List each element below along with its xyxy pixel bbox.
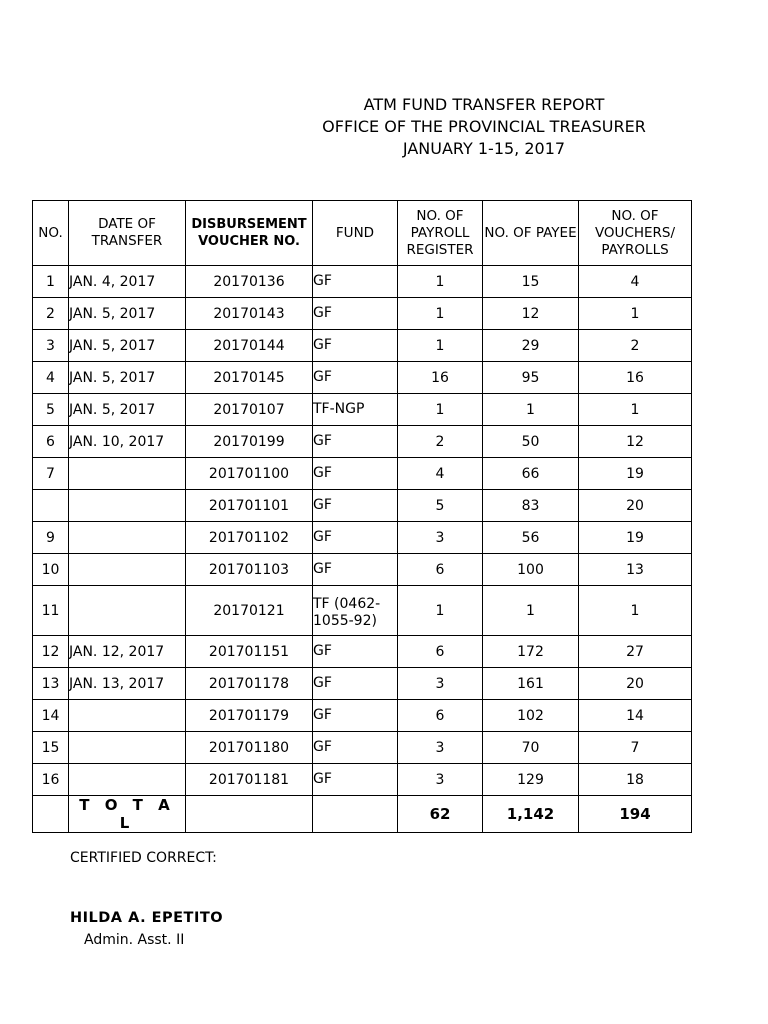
col-header-no: NO. — [33, 201, 69, 266]
cell-payroll: 6 — [398, 554, 483, 586]
cell-voucher: 201701100 — [186, 458, 313, 490]
cell-payee: 102 — [483, 700, 579, 732]
cell-date — [69, 732, 186, 764]
cell-vouchers: 4 — [579, 266, 692, 298]
cell-fund: GF — [313, 458, 398, 490]
col-header-payee: NO. OF PAYEE — [483, 201, 579, 266]
table-row — [33, 700, 692, 732]
cell-fund: GF — [313, 764, 398, 796]
cell-fund: GF — [313, 426, 398, 458]
cell-no: 12 — [33, 636, 69, 668]
total-no-cell — [33, 796, 69, 833]
table-row — [33, 764, 692, 796]
cell-payroll: 3 — [398, 522, 483, 554]
table-row — [33, 554, 692, 586]
cell-fund: GF — [313, 732, 398, 764]
cell-payee: 100 — [483, 554, 579, 586]
table-row — [33, 330, 692, 362]
cell-voucher: 201701181 — [186, 764, 313, 796]
cell-vouchers: 1 — [579, 586, 692, 636]
cell-fund: GF — [313, 554, 398, 586]
cell-payee: 50 — [483, 426, 579, 458]
cell-vouchers: 19 — [579, 458, 692, 490]
total-fund-cell — [313, 796, 398, 833]
total-voucher-cell — [186, 796, 313, 833]
cell-voucher: 20170121 — [186, 586, 313, 636]
cell-voucher: 20170136 — [186, 266, 313, 298]
table-row — [33, 362, 692, 394]
cell-voucher: 20170107 — [186, 394, 313, 426]
total-payee: 1,142 — [483, 796, 579, 833]
total-label: T O T A L — [69, 796, 186, 833]
cell-date — [69, 522, 186, 554]
cell-date — [69, 764, 186, 796]
cell-date: JAN. 4, 2017 — [69, 266, 186, 298]
table-row — [33, 458, 692, 490]
col-header-payroll: NO. OF PAYROLL REGISTER — [398, 201, 483, 266]
cell-date: JAN. 5, 2017 — [69, 362, 186, 394]
report-office: OFFICE OF THE PROVINCIAL TREASURER — [322, 117, 646, 136]
cell-date — [69, 490, 186, 522]
cell-voucher: 20170145 — [186, 362, 313, 394]
cell-fund: GF — [313, 700, 398, 732]
cell-payee: 1 — [483, 586, 579, 636]
cell-vouchers: 2 — [579, 330, 692, 362]
cell-date — [69, 586, 186, 636]
col-header-vouchers: NO. OF VOUCHERS/ PAYROLLS — [579, 201, 692, 266]
cell-vouchers: 1 — [579, 298, 692, 330]
cell-no: 7 — [33, 458, 69, 490]
cell-payroll: 1 — [398, 394, 483, 426]
cell-no: 6 — [33, 426, 69, 458]
table-row — [33, 426, 692, 458]
cell-date — [69, 458, 186, 490]
table-header-row — [33, 201, 692, 266]
cell-payee: 95 — [483, 362, 579, 394]
cell-no: 15 — [33, 732, 69, 764]
cell-date — [69, 700, 186, 732]
cell-fund: GF — [313, 330, 398, 362]
col-header-voucher: DISBURSEMENT VOUCHER NO. — [186, 201, 313, 266]
cell-payroll: 6 — [398, 636, 483, 668]
cell-payroll: 3 — [398, 732, 483, 764]
cell-no: 13 — [33, 668, 69, 700]
total-payroll: 62 — [398, 796, 483, 833]
cell-voucher: 20170144 — [186, 330, 313, 362]
table-row — [33, 394, 692, 426]
cell-payee: 29 — [483, 330, 579, 362]
table-row — [33, 732, 692, 764]
table-row — [33, 522, 692, 554]
table-body — [33, 266, 692, 796]
cell-payroll: 2 — [398, 426, 483, 458]
cell-date: JAN. 13, 2017 — [69, 668, 186, 700]
cell-fund: GF — [313, 636, 398, 668]
table-row — [33, 490, 692, 522]
cell-fund: GF — [313, 298, 398, 330]
cell-voucher: 201701101 — [186, 490, 313, 522]
fund-transfer-table — [32, 200, 692, 833]
table-row — [33, 668, 692, 700]
cell-fund: GF — [313, 522, 398, 554]
cell-voucher: 20170199 — [186, 426, 313, 458]
cell-no: 10 — [33, 554, 69, 586]
cell-no: 11 — [33, 586, 69, 636]
cell-vouchers: 7 — [579, 732, 692, 764]
cell-no — [33, 490, 69, 522]
table-row — [33, 298, 692, 330]
cell-vouchers: 18 — [579, 764, 692, 796]
cell-payroll: 3 — [398, 764, 483, 796]
cell-voucher: 201701103 — [186, 554, 313, 586]
cell-vouchers: 20 — [579, 490, 692, 522]
cell-date: JAN. 5, 2017 — [69, 394, 186, 426]
cell-vouchers: 19 — [579, 522, 692, 554]
cell-voucher: 201701180 — [186, 732, 313, 764]
cell-voucher: 201701179 — [186, 700, 313, 732]
cell-payroll: 1 — [398, 298, 483, 330]
cell-no: 2 — [33, 298, 69, 330]
table-row — [33, 266, 692, 298]
cell-payroll: 3 — [398, 668, 483, 700]
cell-date — [69, 554, 186, 586]
cell-payee: 70 — [483, 732, 579, 764]
cell-vouchers: 1 — [579, 394, 692, 426]
cell-no: 4 — [33, 362, 69, 394]
cell-no: 14 — [33, 700, 69, 732]
cell-no: 9 — [33, 522, 69, 554]
cell-payee: 172 — [483, 636, 579, 668]
cell-payroll: 6 — [398, 700, 483, 732]
cell-payee: 56 — [483, 522, 579, 554]
cell-payroll: 1 — [398, 330, 483, 362]
cell-payroll: 4 — [398, 458, 483, 490]
report-title: ATM FUND TRANSFER REPORT — [363, 95, 605, 114]
certified-label: CERTIFIED CORRECT: — [70, 850, 217, 866]
cell-fund: GF — [313, 362, 398, 394]
cell-no: 3 — [33, 330, 69, 362]
cell-payroll: 1 — [398, 586, 483, 636]
cell-payroll: 1 — [398, 266, 483, 298]
cell-fund: TF-NGP — [313, 394, 398, 426]
col-header-fund: FUND — [313, 201, 398, 266]
signer-title: Admin. Asst. II — [84, 932, 185, 948]
cell-voucher: 201701178 — [186, 668, 313, 700]
cell-voucher: 20170143 — [186, 298, 313, 330]
cell-payee: 66 — [483, 458, 579, 490]
total-vouchers: 194 — [579, 796, 692, 833]
cell-payee: 15 — [483, 266, 579, 298]
table-row — [33, 636, 692, 668]
cell-date: JAN. 10, 2017 — [69, 426, 186, 458]
cell-fund: TF (0462-1055-92) — [313, 586, 398, 636]
cell-vouchers: 14 — [579, 700, 692, 732]
cell-payee: 1 — [483, 394, 579, 426]
report-title-block — [280, 94, 688, 160]
report-period: JANUARY 1-15, 2017 — [402, 139, 566, 158]
cell-vouchers: 27 — [579, 636, 692, 668]
cell-vouchers: 16 — [579, 362, 692, 394]
cell-no: 1 — [33, 266, 69, 298]
cell-fund: GF — [313, 490, 398, 522]
cell-vouchers: 12 — [579, 426, 692, 458]
cell-voucher: 201701102 — [186, 522, 313, 554]
total-row — [33, 796, 692, 833]
cell-payee: 12 — [483, 298, 579, 330]
cell-payroll: 16 — [398, 362, 483, 394]
cell-payroll: 5 — [398, 490, 483, 522]
cell-vouchers: 13 — [579, 554, 692, 586]
cell-no: 16 — [33, 764, 69, 796]
signer-name: HILDA A. EPETITO — [70, 910, 224, 926]
cell-fund: GF — [313, 668, 398, 700]
col-header-date: DATE OF TRANSFER — [69, 201, 186, 266]
cell-payee: 161 — [483, 668, 579, 700]
cell-no: 5 — [33, 394, 69, 426]
cell-date: JAN. 12, 2017 — [69, 636, 186, 668]
table-row — [33, 586, 692, 636]
cell-voucher: 201701151 — [186, 636, 313, 668]
cell-payee: 83 — [483, 490, 579, 522]
cell-fund: GF — [313, 266, 398, 298]
cell-date: JAN. 5, 2017 — [69, 330, 186, 362]
cell-payee: 129 — [483, 764, 579, 796]
cell-date: JAN. 5, 2017 — [69, 298, 186, 330]
cell-vouchers: 20 — [579, 668, 692, 700]
